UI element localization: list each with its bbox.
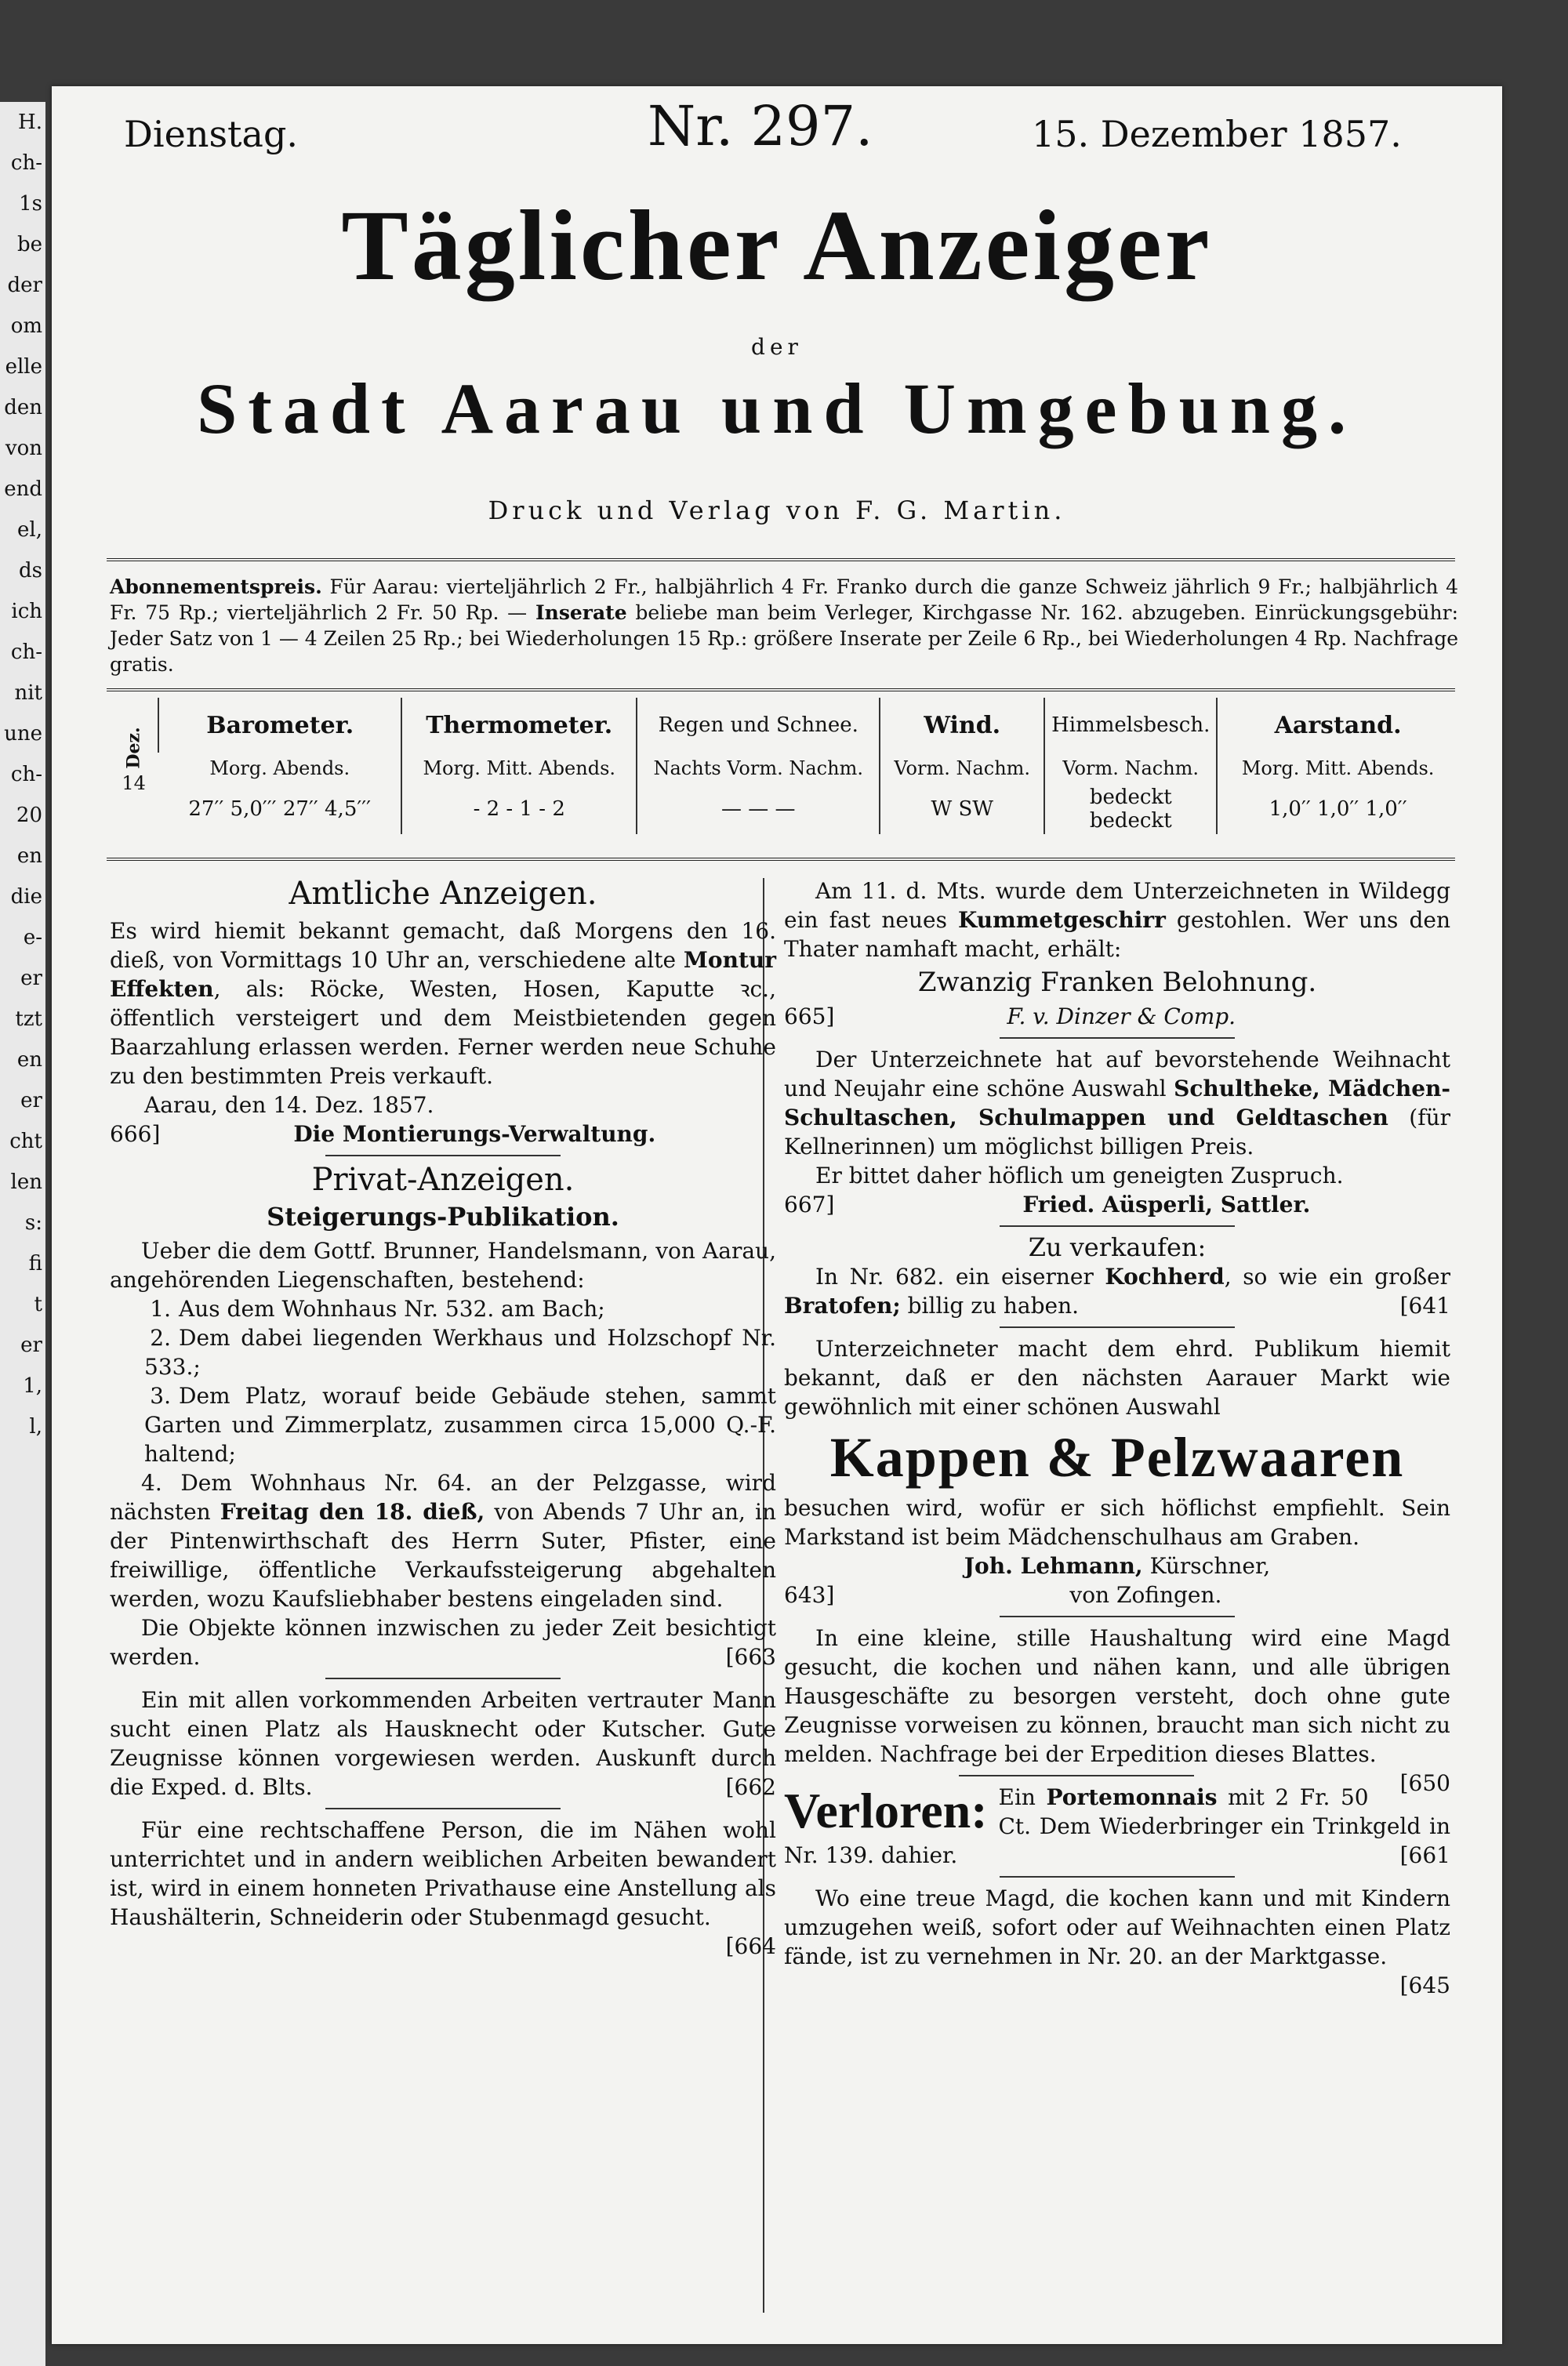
separator [325, 1678, 561, 1679]
prev-page-fragment: er [20, 1089, 42, 1112]
aarstand-value: 1,0′′ 1,0′′ 1,0′′ [1217, 784, 1458, 834]
prev-page-fragment: tzt [15, 1007, 42, 1031]
kappen-signature: Joh. Lehmann, Kürschner, [964, 1553, 1271, 1579]
schultaschen-signature-line: 667] Fried. Aüsperli, Sattler. [784, 1192, 1311, 1217]
schultaschen-ad: Der Unterzeichnete hat auf bevorstehende Weihnacht und Neujahr eine schöne Auswahl Schultheke, Mädchen-Schultaschen, Schulmappen und Geldtaschen (für Kellnerinnen) um möglichst billigen Preis. [784, 1047, 1450, 1159]
previous-page-edge [0, 102, 45, 2366]
prev-page-fragment: om [10, 314, 42, 338]
kappen-display: Kappen & Pelzwaaren [829, 1426, 1405, 1489]
prev-page-fragment: ch- [10, 640, 42, 664]
prev-page-fragment: von [5, 437, 42, 460]
wind-value: W SW [880, 784, 1044, 834]
rule-top [107, 558, 1455, 561]
rule-weather-bottom [107, 858, 1455, 861]
prev-page-fragment: len [10, 1170, 42, 1194]
issue-date: 15. Dezember 1857. [1032, 113, 1402, 155]
montur-notice: Es wird hiemit bekannt gemacht, daß Morgens den 16. dieß, von Vormittags 10 Uhr an, verschiedene alte Montur Effekten, als: Röcke, Westen, Hosen, Kaputte ꝛc., öffentlich versteigert und dem Meistbietenden gegen Baarzahlung erlassen werden. Ferner werden neue Schuhe zu den bestimmten Preis verkauft. [110, 918, 776, 1089]
verloren-ad: Verloren: Ein Portemonnais mit 2 Fr. 50 Ct. Dem Wiederbringer ein Trinkgeld in Nr. 139. dahier. [661 [784, 1783, 1450, 1868]
aarstand-sub: Morg. Mitt. Abends. [1217, 753, 1458, 784]
regen-header: Regen und Schnee. [637, 698, 880, 753]
amtliche-heading: Amtliche Anzeigen. [289, 876, 597, 912]
prev-page-fragment: une [4, 722, 42, 746]
prev-page-fragment: ich [11, 600, 42, 623]
prev-page-fragment: en [16, 1048, 42, 1072]
prev-page-fragment: H. [18, 111, 42, 134]
prev-page-fragment: 20 [16, 804, 42, 827]
separator [1000, 1876, 1235, 1878]
newspaper-subtitle: Stadt Aarau und Umgebung. [197, 368, 1357, 448]
separator [1000, 1037, 1235, 1039]
prev-page-fragment: ch- [10, 151, 42, 175]
montur-signature-line: 666] Die Montierungs-Verwaltung. [110, 1121, 656, 1147]
himmel-header: Himmelsbesch. [1044, 698, 1217, 753]
privat-heading: Privat-Anzeigen. [311, 1162, 575, 1198]
regen-value: — — — [637, 784, 880, 834]
himmel-value: bedeckt bedeckt [1044, 784, 1217, 834]
prev-page-fragment: die [10, 885, 42, 909]
wind-sub: Vorm. Nachm. [880, 753, 1044, 784]
barometer-header: Barometer. [158, 698, 401, 753]
subscription-notice [110, 574, 1458, 677]
steigerung-item: 1. Aus dem Wohnhaus Nr. 532. am Bach; [150, 1296, 605, 1322]
kappen-origin: 643] von Zofingen. [784, 1582, 1222, 1608]
steigerung-item: 3. Dem Platz, worauf beide Gebäude stehen, sammt Garten und Zimmerplatz, zusammen circa 15,000 Q.-F. haltend; [144, 1383, 776, 1467]
prev-page-fragment: er [20, 1334, 42, 1357]
right-column [784, 870, 1450, 2000]
verkaufen-heading: Zu verkaufen: [1028, 1232, 1207, 1262]
prev-page-fragment: er [20, 967, 42, 990]
regen-sub: Nachts Vorm. Nachm. [637, 753, 880, 784]
subscription-label: Abonnementspreis. [110, 575, 322, 598]
separator [959, 1775, 1194, 1776]
separator [1000, 1326, 1235, 1328]
newspaper-page [52, 86, 1502, 2344]
title-connector: der [751, 334, 803, 360]
left-column [110, 870, 776, 1961]
thermometer-header: Thermometer. [401, 698, 637, 753]
kappen-intro: Unterzeichneter macht dem ehrd. Publikum hiemit bekannt, daß er den nächsten Aarauer Markt wie gewöhnlich mit einer schönen Auswahl [784, 1336, 1450, 1420]
weather-date-cell [110, 698, 158, 834]
imprint-line: Druck und Verlag von F. G. Martin. [488, 495, 1066, 525]
prev-page-fragment: end [4, 477, 42, 501]
barometer-value: 27′′ 5,0′′′ 27′′ 4,5′′′ [188, 797, 372, 821]
thermometer-value: - 2 - 1 - 2 [401, 784, 637, 834]
issue-day: Dienstag. [124, 113, 299, 155]
prev-page-fragment: s: [24, 1211, 42, 1235]
prev-page-fragment: 1s [19, 192, 42, 216]
kochherd-ad: In Nr. 682. ein eiserner Kochherd, so wie ein großer Bratofen; billig zu haben. [641 [784, 1264, 1451, 1319]
prev-page-fragment: ch- [10, 763, 42, 786]
kummet-ad: Am 11. d. Mts. wurde dem Unterzeichneten in Wildegg ein fast neues Kummetgeschirr gestohlen. Wer uns den Thater namhaft macht, erhält: [784, 878, 1450, 962]
kappen-text: besuchen wird, wofür er sich höflichst empfiehlt. Sein Markstand ist beim Mädchenschulhaus am Graben. [784, 1495, 1450, 1550]
aarstand-header: Aarstand. [1217, 698, 1458, 753]
subscription-inserate: Inserate [535, 601, 627, 624]
rule-weather-top [107, 688, 1455, 691]
subscription-text-2: beliebe man beim Verleger, Kirchgasse Nr. 162. abzugeben. Einrückungsgebühr: Jeder Satz von 1 — 4 Zeilen 25 Rp.; bei Wiederholungen 15 Rp.: größere Inserate per Zeile 6 Rp., bei Wiederholungen 4 Rp. Nachfrage gratis. [110, 601, 1458, 676]
schultaschen-request: Er bittet daher höflich um geneigten Zuspruch. [815, 1163, 1344, 1188]
prev-page-fragment: cht [9, 1130, 42, 1153]
prev-page-fragment: l, [29, 1415, 42, 1439]
prev-page-fragment: den [4, 396, 42, 419]
prev-page-fragment: elle [5, 355, 42, 379]
prev-page-fragment: der [7, 274, 42, 297]
issue-number: Nr. 297. [648, 94, 873, 158]
prev-page-fragment: fi [28, 1252, 42, 1276]
weather-month: Dez. [123, 727, 144, 769]
prev-page-fragment: be [16, 233, 42, 256]
wind-header: Wind. [880, 698, 1044, 753]
barometer-sub: Morg. Abends. [209, 757, 350, 779]
prev-page-fragment: t [34, 1293, 42, 1316]
separator [1000, 1225, 1235, 1227]
steigerung-intro: Ueber die dem Gottf. Brunner, Handelsmann, von Aarau, angehörenden Liegenschaften, bestehend: [110, 1238, 776, 1293]
separator [325, 1808, 561, 1809]
prev-page-fragment: 1, [23, 1374, 42, 1398]
magd-ad: In eine kleine, stille Haushaltung wird eine Magd gesucht, die kochen und nähen kann, und alle übrigen Hausgeschäfte zu besorgen versteht, doch ohne gute Zeugnisse vorweisen zu können, braucht man sich nicht zu melden. Nachfrage bei der Erpedition dieses Blattes. [650 [784, 1625, 1450, 1796]
newspaper-title: Täglicher Anzeiger [341, 190, 1213, 301]
steigerung-item: 2. Dem dabei liegenden Werkhaus und Holzschopf Nr. 533.; [144, 1325, 776, 1380]
steigerung-item-4: 4. Dem Wohnhaus Nr. 64. an der Pelzgasse, wird nächsten Freitag den 18. dieß, von Abends 7 Uhr an, in der Pintenwirthschaft des Herrn Suter, Pfister, eine freiwillige, öffentliche Verkaufssteigerung abgehalten werden, wozu Kaufsliebhaber bestens eingeladen sind. [110, 1470, 776, 1612]
separator [1000, 1616, 1235, 1617]
subscription-text-1: Für Aarau: vierteljährlich 2 Fr., halbjährlich 4 Fr. Franko durch die ganze Schweiz jährlich 9 Fr.; halbjährlich 4 Fr. 75 Rp.; vierteljährlich 2 Fr. 50 Rp. — [110, 575, 1458, 624]
montur-place: Aarau, den 14. Dez. 1857. [144, 1092, 434, 1118]
thermometer-sub: Morg. Mitt. Abends. [401, 753, 637, 784]
prev-page-fragment: ds [19, 559, 42, 582]
weather-day: 14 [122, 772, 146, 794]
steigerung-items [110, 1294, 776, 1468]
treue-magd-ad: Wo eine treue Magd, die kochen kann und mit Kindern umzugehen weiß, sofort oder auf Weihnachten einen Platz fände, ist zu vernehmen in Nr. 20. an der Marktgasse. [645 [784, 1885, 1450, 1998]
kummet-signature-line: 665] F. v. Dinzer & Comp. [784, 1003, 1236, 1029]
haushaelterin-ad: Für eine rechtschaffene Person, die im Nähen wohl unterrichtet und in andern weiblichen Arbeiten bewandert ist, wird in einem honneten Privathause eine Anstellung als Haushälterin, Schneiderin oder Stubenmagd gesucht. [664 [110, 1817, 776, 1959]
prev-page-fragment: e- [23, 926, 42, 949]
kummet-reward: Zwanzig Franken Belohnung. [917, 967, 1317, 998]
himmel-sub: Vorm. Nachm. [1044, 753, 1217, 784]
separator [325, 1155, 561, 1156]
steigerung-end: Die Objekte können inzwischen zu jeder Zeit besichtigt werden. [663 [110, 1615, 776, 1670]
hausknecht-ad: Ein mit allen vorkommenden Arbeiten vertrauter Mann sucht einen Platz als Hausknecht oder Kutscher. Gute Zeugnisse können vorgewiesen werden. Auskunft durch die Exped. d. Blts. [662 [110, 1687, 776, 1800]
weather-table [110, 698, 1458, 834]
prev-page-fragment: el, [17, 518, 42, 542]
prev-page-fragment: nit [14, 681, 42, 705]
prev-page-fragment: en [16, 844, 42, 868]
steigerung-heading: Steigerungs-Publikation. [267, 1202, 619, 1232]
